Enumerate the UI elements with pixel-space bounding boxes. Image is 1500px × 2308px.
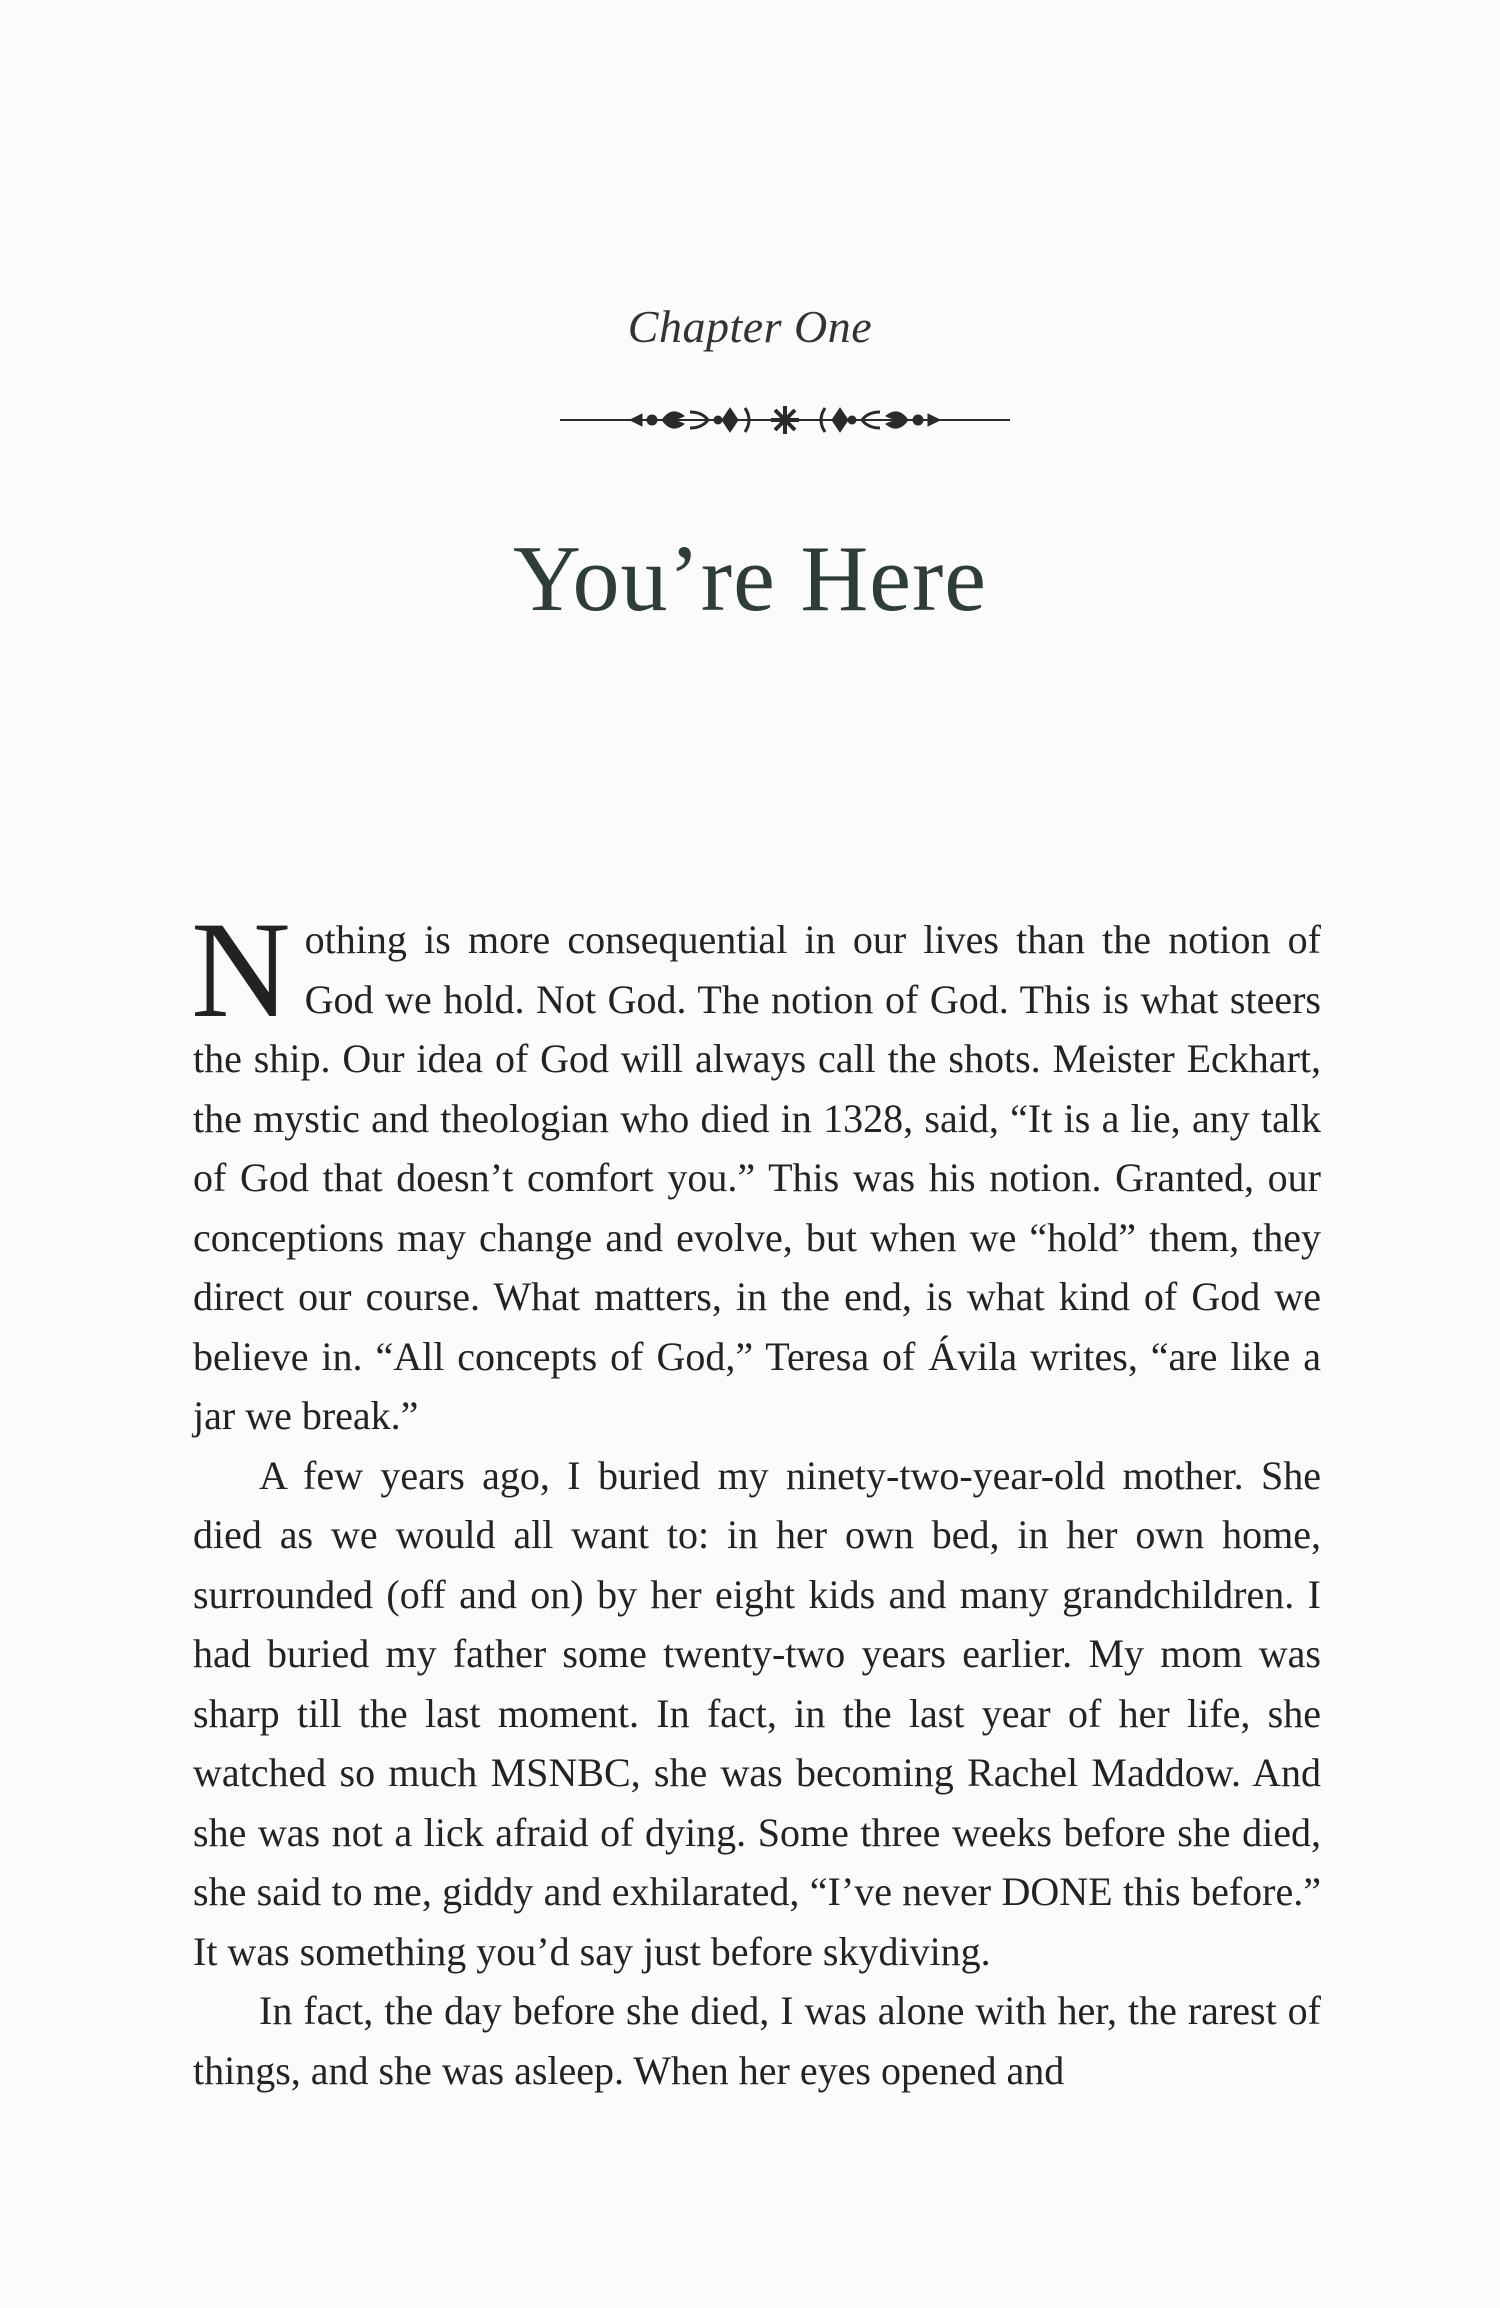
- chapter-title: You’re Here: [513, 527, 987, 631]
- drop-cap: N: [191, 893, 291, 1046]
- paragraph-text: othing is more consequential in our lives than the notion of God we hold. Not God. The notion of God. This is what steers the ship. Our idea of God will always call the shots. Meister Eckhart, the mystic and theologian who died in 1328, said, “It is a lie, any talk of God that doesn’t comfort you.” This was his notion. Granted, our conceptions may change and evolve, but when we “hold” them, they direct our course. What matters, in the end, is what kind of God we believe in. “All concepts of God,” Teresa of Ávila writes, “are like a jar we break.”: [193, 917, 1321, 1438]
- fleuron-ornament-icon: [560, 400, 1010, 440]
- body-text: [191, 893, 1321, 2100]
- chapter-label: Chapter One: [627, 301, 873, 352]
- paragraph: In fact, the day before she died, I was alone with her, the rarest of things, and she was asleep. When her eyes opened and: [193, 1988, 1321, 2093]
- paragraph: A few years ago, I buried my ninety-two-year-old mother. She died as we would all want to: in her own bed, in her own home, surrounded (off and on) by her eight kids and many grandchildren. I had buried my father some twenty-two years earlier. My mom was sharp till the last moment. In fact, in the last year of her life, she watched so much MSNBC, she was becoming Rachel Maddow. And she was not a lick afraid of dying. Some three weeks before she died, she said to me, giddy and exhilarated, “I’ve never DONE this before.” It was something you’d say just before skydiving.: [193, 1452, 1321, 1974]
- paragraph: [191, 893, 1321, 1446]
